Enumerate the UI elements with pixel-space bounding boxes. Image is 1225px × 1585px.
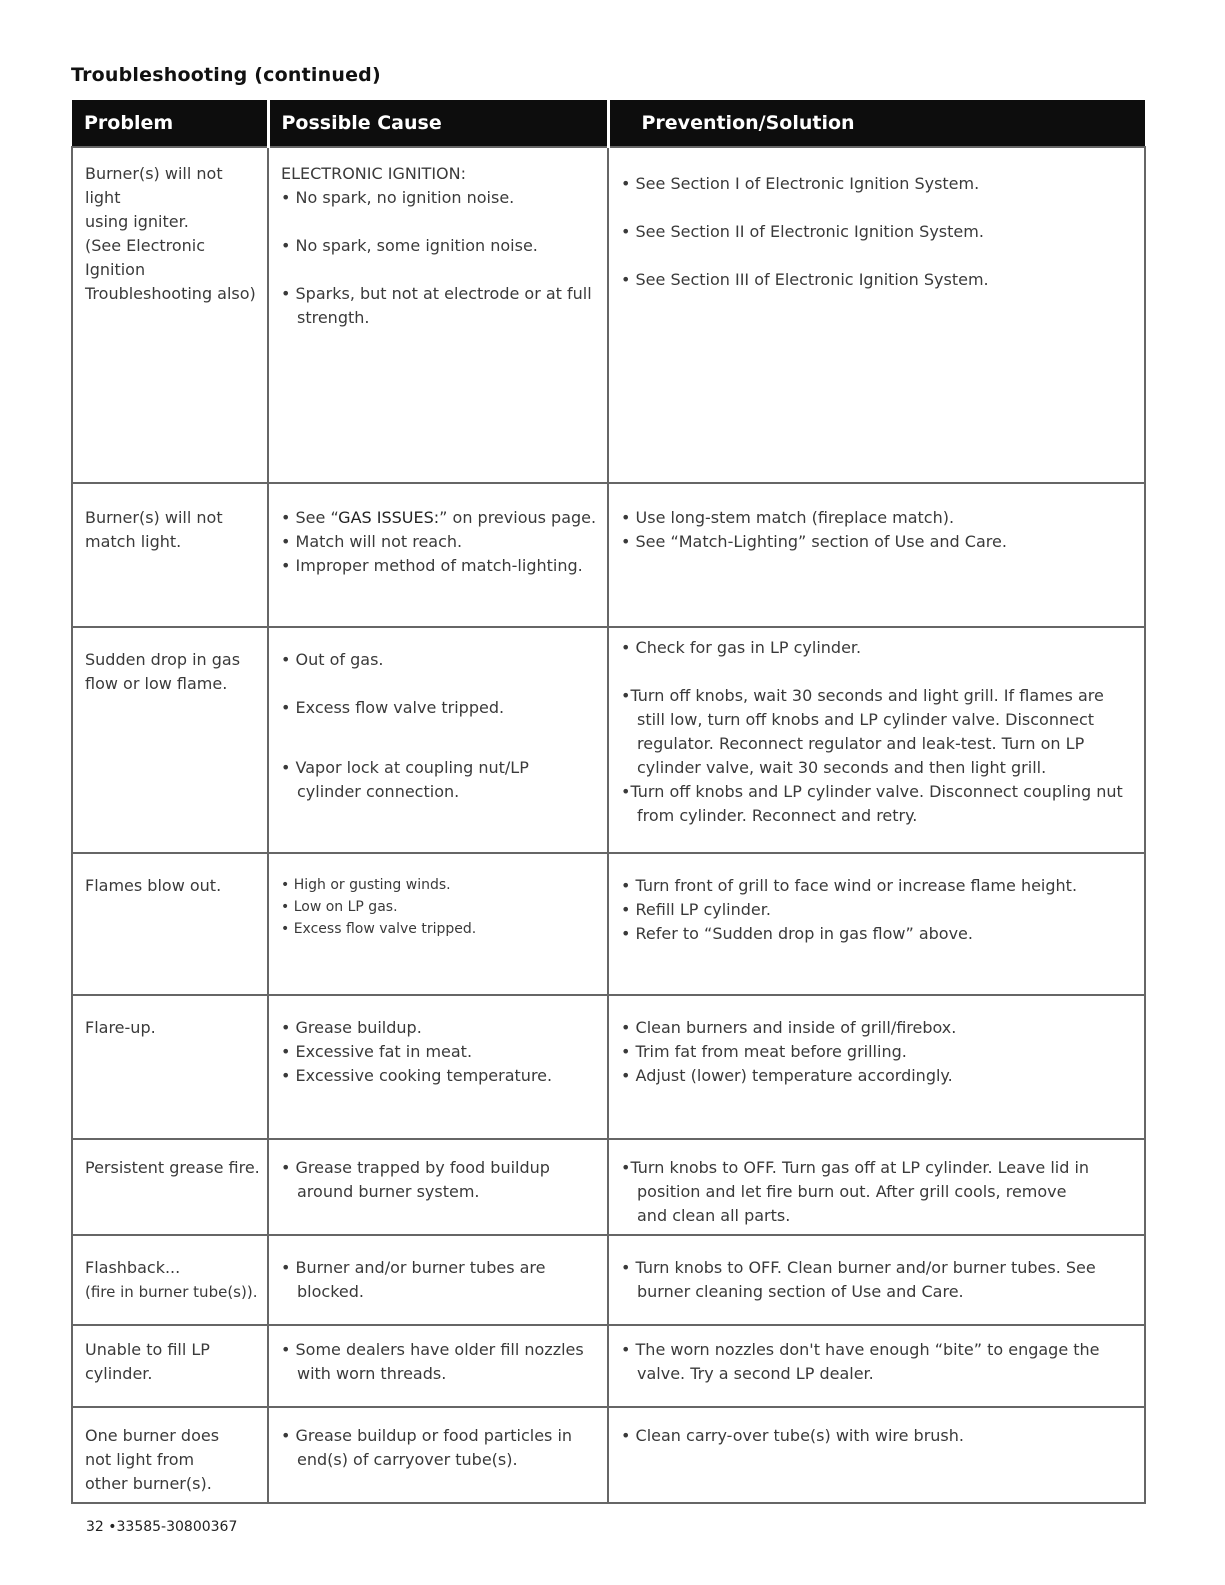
cause-item: • High or gusting winds. bbox=[281, 877, 451, 893]
cause-cell bbox=[268, 1325, 608, 1407]
solution-item: • Adjust (lower) temperature accordingly. bbox=[621, 1066, 953, 1085]
problem-text: (See Electronic bbox=[85, 236, 206, 255]
solution-item: • Turn front of grill to face wind or increase flame height. bbox=[621, 876, 1078, 895]
solution-item: • Refill LP cylinder. bbox=[621, 900, 771, 919]
problem-cell bbox=[72, 1139, 268, 1235]
problem-text: Persistent grease fire. bbox=[85, 1158, 260, 1177]
problem-cell bbox=[72, 627, 268, 853]
solution-cell bbox=[608, 853, 1145, 995]
problem-cell bbox=[72, 147, 268, 483]
cause-item: • Excess flow valve tripped. bbox=[281, 698, 505, 717]
problem-text: Burner(s) will not light bbox=[85, 164, 223, 207]
problem-cell bbox=[72, 1325, 268, 1407]
solution-item: •Turn off knobs, wait 30 seconds and light grill. If flames are still low, turn off knobs and LP cylinder valve. Disconnect regulator. Reconnect regulator and leak-test. Turn on LP cylinder valve, wait 30 seconds and then light grill. bbox=[621, 686, 1104, 777]
table-row bbox=[72, 627, 1145, 853]
table-header-row bbox=[72, 100, 1145, 147]
problem-cell bbox=[72, 483, 268, 627]
solution-cell bbox=[608, 1235, 1145, 1325]
table-row bbox=[72, 853, 1145, 995]
cause-item: • Excessive fat in meat. bbox=[281, 1042, 473, 1061]
solution-cell bbox=[608, 627, 1145, 853]
problem-text: match light. bbox=[85, 532, 182, 551]
solution-item: •Turn knobs to OFF. Turn gas off at LP cylinder. Leave lid in position and let fire burn out. After grill cools, remove and clean all parts. bbox=[621, 1158, 1090, 1225]
cause-item: • Some dealers have older fill nozzles with worn threads. bbox=[281, 1340, 584, 1383]
problem-text: Burner(s) will not bbox=[85, 508, 223, 527]
solution-cell bbox=[608, 1407, 1145, 1503]
cause-item: • No spark, some ignition noise. bbox=[281, 236, 538, 255]
cause-cell bbox=[268, 1407, 608, 1503]
cause-item: • Low on LP gas. bbox=[281, 899, 398, 915]
table-row bbox=[72, 1325, 1145, 1407]
header-prevention-solution: Prevention/Solution bbox=[608, 100, 1145, 147]
problem-text: cylinder. bbox=[85, 1364, 153, 1383]
solution-cell bbox=[608, 147, 1145, 483]
header-possible-cause: Possible Cause bbox=[268, 100, 608, 147]
problem-text: One burner does bbox=[85, 1426, 220, 1445]
problem-text: Ignition bbox=[85, 260, 146, 279]
cause-item: • Excess flow valve tripped. bbox=[281, 921, 477, 937]
cause-cell bbox=[268, 853, 608, 995]
table-row bbox=[72, 1235, 1145, 1325]
solution-item: • Clean burners and inside of grill/firebox. bbox=[621, 1018, 957, 1037]
cause-cell bbox=[268, 995, 608, 1139]
solution-item: • See Section I of Electronic Ignition System. bbox=[621, 174, 980, 193]
table-row bbox=[72, 483, 1145, 627]
cause-item: • Grease buildup. bbox=[281, 1018, 422, 1037]
cause-item: • Match will not reach. bbox=[281, 532, 463, 551]
problem-text: Flames blow out. bbox=[85, 876, 222, 895]
cause-cell bbox=[268, 1139, 608, 1235]
solution-item: • Turn knobs to OFF. Clean burner and/or burner tubes. See burner cleaning section of Use and Care. bbox=[621, 1258, 1096, 1301]
problem-text: Flashback... bbox=[85, 1258, 181, 1277]
cause-item-see-gas-issues bbox=[281, 506, 601, 530]
cause-cell bbox=[268, 1235, 608, 1325]
table-row bbox=[72, 1139, 1145, 1235]
cause-item: • Grease buildup or food particles in end(s) of carryover tube(s). bbox=[281, 1426, 573, 1469]
problem-text: using igniter. bbox=[85, 212, 189, 231]
cause-cell bbox=[268, 627, 608, 853]
troubleshooting-table bbox=[71, 100, 1146, 1504]
problem-text: Unable to fill LP bbox=[85, 1340, 210, 1359]
cause-item: • No spark, no ignition noise. bbox=[281, 188, 515, 207]
problem-text: other burner(s). bbox=[85, 1474, 212, 1493]
cause-see-suffix: ” on previous page. bbox=[439, 508, 597, 527]
table-row bbox=[72, 1407, 1145, 1503]
solution-item: • Clean carry-over tube(s) with wire brush. bbox=[621, 1426, 964, 1445]
solution-cell bbox=[608, 1325, 1145, 1407]
solution-item: • See Section II of Electronic Ignition System. bbox=[621, 222, 984, 241]
problem-text: (fire in burner tube(s)). bbox=[85, 1283, 258, 1301]
solution-item: • Trim fat from meat before grilling. bbox=[621, 1042, 907, 1061]
cause-see-prefix: • See “ bbox=[281, 508, 339, 527]
cause-item: • Excessive cooking temperature. bbox=[281, 1066, 553, 1085]
solution-cell bbox=[608, 995, 1145, 1139]
solution-item: • Use long-stem match (fireplace match). bbox=[621, 508, 955, 527]
problem-cell bbox=[72, 995, 268, 1139]
problem-cell bbox=[72, 1407, 268, 1503]
solution-cell bbox=[608, 483, 1145, 627]
cause-cell bbox=[268, 483, 608, 627]
cause-item: • Burner and/or burner tubes are blocked. bbox=[281, 1258, 546, 1301]
cause-item: • Out of gas. bbox=[281, 650, 384, 669]
cause-cell bbox=[268, 147, 608, 483]
solution-item: •Turn off knobs and LP cylinder valve. Disconnect coupling nut from cylinder. Reconnect and retry. bbox=[621, 782, 1123, 825]
problem-text: flow or low flame. bbox=[85, 674, 228, 693]
solution-item: • Refer to “Sudden drop in gas flow” above. bbox=[621, 924, 973, 943]
problem-text: not light from bbox=[85, 1450, 195, 1469]
solution-cell bbox=[608, 1139, 1145, 1235]
cause-item: • Vapor lock at coupling nut/LP cylinder connection. bbox=[281, 758, 529, 801]
cause-item: • Grease trapped by food buildup around burner system. bbox=[281, 1158, 550, 1201]
cause-item: • Improper method of match-lighting. bbox=[281, 556, 583, 575]
solution-item: • See Section III of Electronic Ignition System. bbox=[621, 270, 989, 289]
cause-item: • Sparks, but not at electrode or at full strength. bbox=[281, 284, 592, 327]
solution-item: • See “Match-Lighting” section of Use and Care. bbox=[621, 532, 1007, 551]
table-row bbox=[72, 147, 1145, 483]
problem-cell bbox=[72, 853, 268, 995]
table-row bbox=[72, 995, 1145, 1139]
page-footer: 32 •33585-30800367 bbox=[86, 1519, 238, 1535]
page-title: Troubleshooting (continued) bbox=[71, 64, 381, 86]
problem-text: Sudden drop in gas bbox=[85, 650, 241, 669]
problem-text: Flare-up. bbox=[85, 1018, 156, 1037]
header-problem: Problem bbox=[72, 100, 268, 147]
cause-heading: ELECTRONIC IGNITION: bbox=[281, 164, 466, 183]
problem-text: Troubleshooting also) bbox=[85, 284, 256, 303]
solution-item: • The worn nozzles don't have enough “bite” to engage the valve. Try a second LP dealer. bbox=[621, 1340, 1100, 1383]
solution-item: • Check for gas in LP cylinder. bbox=[621, 638, 862, 657]
problem-cell bbox=[72, 1235, 268, 1325]
gas-issues-reference: GAS ISSUES: bbox=[338, 508, 440, 527]
